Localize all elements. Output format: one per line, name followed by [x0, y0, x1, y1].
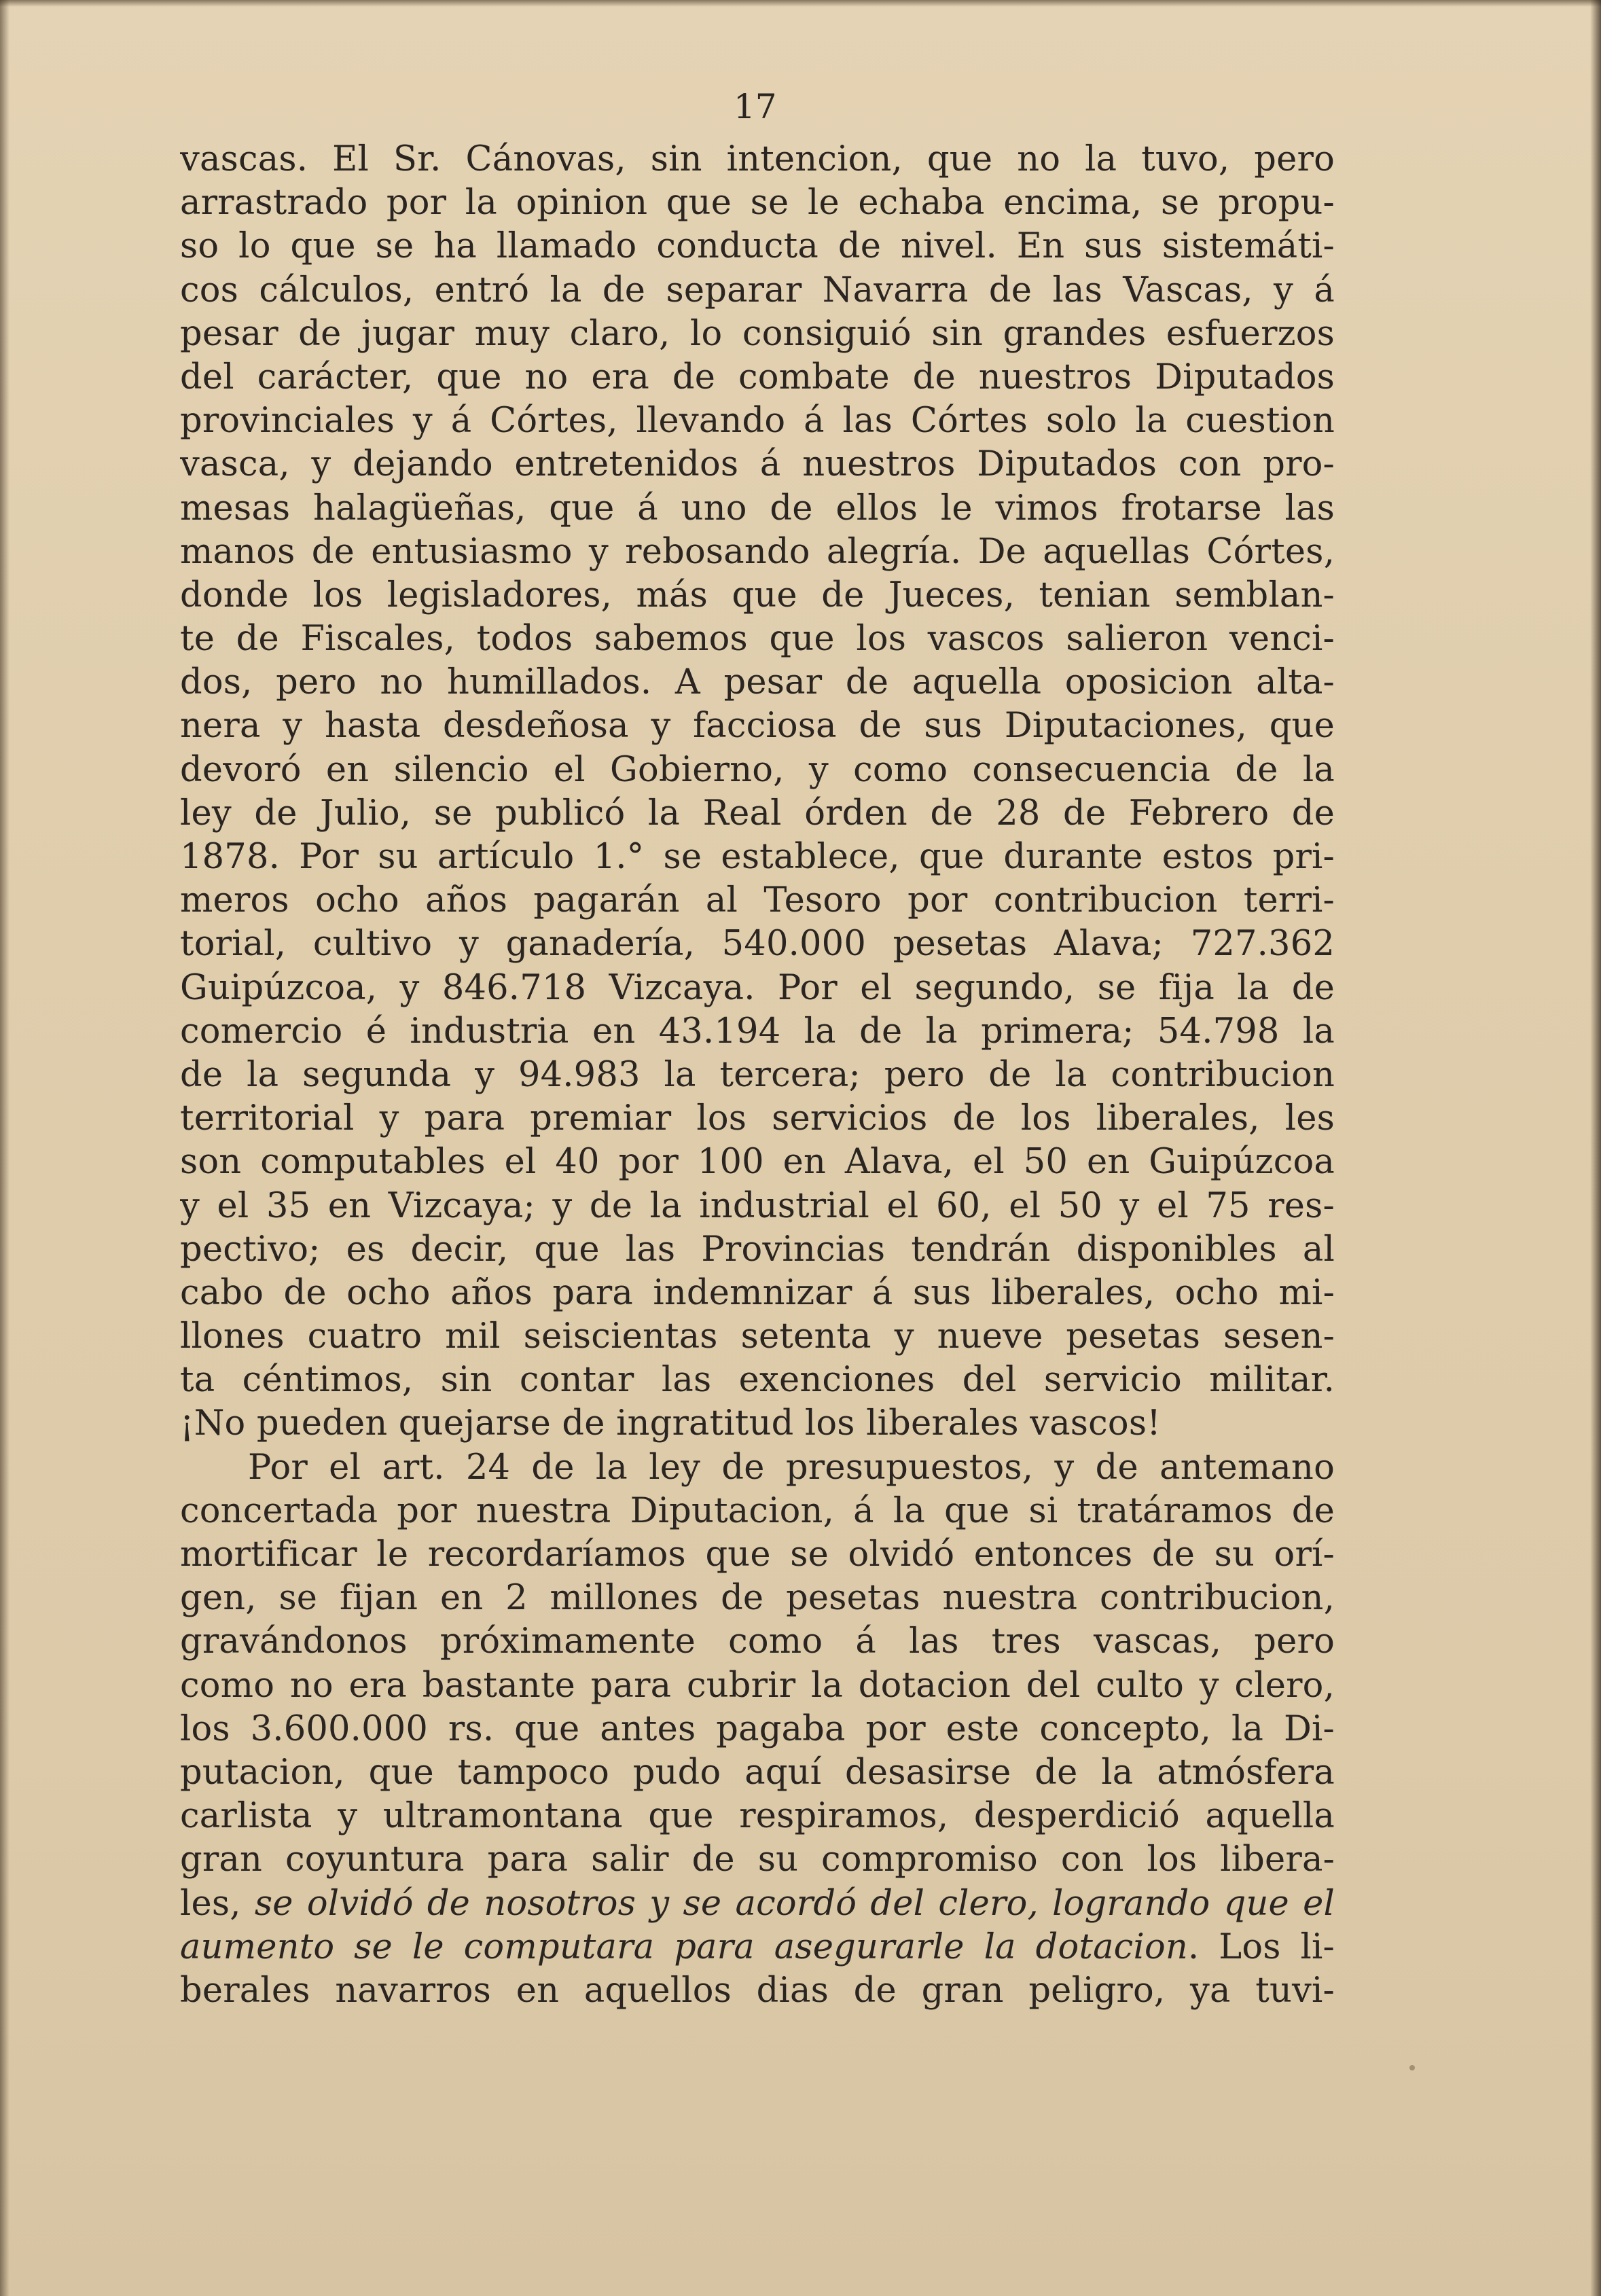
- text-line: y el 35 en Vizcaya; y de la industrial el 60, el 50 y el 75 res-: [180, 1185, 1335, 1226]
- text-line: arrastrado por la opinion que se le echaba encima, se propu-: [180, 183, 1335, 223]
- text-line: son computables el 40 por 100 en Alava, el 50 en Guipúzcoa: [180, 1142, 1335, 1183]
- text-line: 1878. Por su artículo 1.° se establece, que durante estos pri-: [180, 837, 1335, 877]
- italic-text-run: se olvidó de nosotros y se acordó del clero, logrando que el: [254, 1883, 1335, 1924]
- text-line: mesas halagüeñas, que á uno de ellos le vimos frotarse las: [180, 488, 1335, 528]
- page-number: 17: [734, 87, 777, 126]
- text-line: gen, se fijan en 2 millones de pesetas nuestra contribucion,: [180, 1578, 1335, 1619]
- text-line: manos de entusiasmo y rebosando alegría. De aquellas Córtes,: [180, 531, 1335, 572]
- text-line: devoró en silencio el Gobierno, y como consecuencia de la: [180, 749, 1335, 790]
- page-edge-right: [1590, 0, 1601, 2296]
- text-line: carlista y ultramontana que respiramos, desperdició aquella: [180, 1796, 1335, 1837]
- text-line: torial, cultivo y ganadería, 540.000 pesetas Alava; 727.362: [180, 924, 1335, 965]
- text-line: cos cálculos, entró la de separar Navarra de las Vascas, y á: [180, 270, 1335, 310]
- text-line-mixed: [180, 1926, 1335, 1969]
- page-edge-top: [0, 0, 1601, 7]
- text-line: berales navarros en aquellos dias de gran peligro, ya tuvi-: [180, 1970, 1335, 2011]
- text-line: meros ocho años pagarán al Tesoro por contribucion terri-: [180, 880, 1335, 921]
- text-line: del carácter, que no era de combate de nuestros Diputados: [180, 357, 1335, 397]
- text-line-mixed: [180, 1882, 1335, 1926]
- text-line: gravándonos próximamente como á las tres vascas, pero: [180, 1621, 1335, 1662]
- text-line: te de Fiscales, todos sabemos que los vascos salieron venci-: [180, 619, 1335, 660]
- page-edge-left: [0, 0, 10, 2296]
- text-line: nera y hasta desdeñosa y facciosa de sus Diputaciones, que: [180, 706, 1335, 747]
- text-line: territorial y para premiar los servicios de los liberales, les: [180, 1098, 1335, 1139]
- text-line: cabo de ocho años para indemnizar á sus liberales, ocho mi-: [180, 1272, 1335, 1313]
- text-line: gran coyuntura para salir de su compromiso con los libera-: [180, 1840, 1335, 1880]
- text-line: vasca, y dejando entretenidos á nuestros Diputados con pro-: [180, 444, 1335, 485]
- paragraph-first-line: Por el art. 24 de la ley de presupuestos, y de antemano: [248, 1447, 1335, 1488]
- paper-spot: [1409, 2065, 1415, 2070]
- text-line: como no era bastante para cubrir la dotacion del culto y clero,: [180, 1665, 1335, 1706]
- text-line: ta céntimos, sin contar las exenciones del servicio militar.: [180, 1360, 1335, 1401]
- text-line: dos, pero no humillados. A pesar de aquella oposicion alta-: [180, 662, 1335, 703]
- text-line: pesar de jugar muy claro, lo consiguió sin grandes esfuerzos: [180, 313, 1335, 354]
- text-line: ¡No pueden quejarse de ingratitud los liberales vascos!: [180, 1403, 1161, 1444]
- text-run: . Los li-: [1187, 1926, 1335, 1967]
- text-line: de la segunda y 94.983 la tercera; pero de la contribucion: [180, 1054, 1335, 1095]
- text-run: les,: [180, 1883, 255, 1924]
- text-line: mortificar le recordaríamos que se olvidó entonces de su orí-: [180, 1535, 1335, 1575]
- text-line: comercio é industria en 43.194 la de la primera; 54.798 la: [180, 1011, 1335, 1052]
- text-line: llones cuatro mil seiscientas setenta y nueve pesetas sesen-: [180, 1316, 1335, 1357]
- text-line: pectivo; es decir, que las Provincias tendrán disponibles al: [180, 1229, 1335, 1270]
- italic-text-run: aumento se le computara para asegurarle la dotacion: [180, 1926, 1188, 1967]
- text-line: putacion, que tampoco pudo aquí desasirse de la atmósfera: [180, 1752, 1335, 1793]
- text-line: los 3.600.000 rs. que antes pagaba por este concepto, la Di-: [180, 1708, 1335, 1749]
- text-line: concertada por nuestra Diputacion, á la que si tratáramos de: [180, 1490, 1335, 1531]
- text-line: ley de Julio, se publicó la Real órden de 28 de Febrero de: [180, 793, 1335, 833]
- body-text: [180, 138, 1335, 2013]
- text-line: donde los legisladores, más que de Jueces, tenian semblan-: [180, 575, 1335, 615]
- text-line: so lo que se ha llamado conducta de nivel. En sus sistemáti-: [180, 226, 1335, 267]
- text-line: Guipúzcoa, y 846.718 Vizcaya. Por el segundo, se fija la de: [180, 967, 1335, 1008]
- text-line: vascas. El Sr. Cánovas, sin intencion, que no la tuvo, pero: [180, 139, 1335, 179]
- text-line: provinciales y á Córtes, llevando á las Córtes solo la cuestion: [180, 401, 1335, 442]
